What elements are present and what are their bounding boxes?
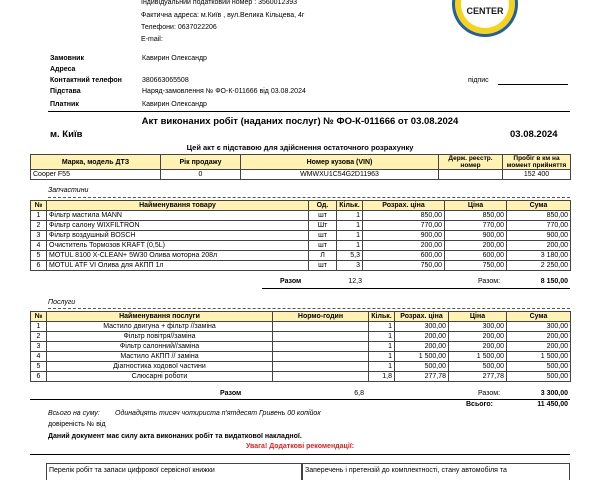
- payer-value: Кавирин Олександр: [142, 101, 207, 108]
- logo-text: CENTER: [466, 6, 504, 16]
- vehicle-table: [30, 154, 571, 180]
- cell: 600,00: [363, 251, 445, 261]
- services-header: №: [31, 312, 47, 322]
- phone-value: 380663065508: [142, 77, 189, 84]
- cell: шт: [309, 241, 337, 251]
- vehicle-model: Cooper F55: [31, 170, 161, 180]
- claims-box: [302, 463, 570, 480]
- cell: 4: [31, 352, 47, 362]
- cell: [273, 322, 369, 332]
- cell: 277,78: [395, 372, 449, 382]
- claims-text: Заперечень і претензій до комплектності, стану автомобіля та: [305, 467, 507, 474]
- cell: [273, 352, 369, 362]
- cell: Фільтр салону WIXFILTRON: [47, 221, 309, 231]
- cell: 200,00: [449, 342, 507, 352]
- phone-label: Контактний телефон: [50, 77, 122, 84]
- cell: 4: [31, 241, 47, 251]
- cell: 850,00: [507, 211, 571, 221]
- amount-label: Всього на суму:: [48, 410, 100, 417]
- services-total-sum: 3 300,00: [540, 390, 568, 397]
- power-of-attorney: довіреність № від: [48, 421, 106, 428]
- cell: Діагностика ходової частини: [47, 362, 273, 372]
- table-row: [31, 372, 571, 382]
- vehicle-header: Держ. реєстр. номер: [439, 155, 503, 170]
- vehicle-header: Пробіг в км на момент прийняття: [503, 155, 571, 170]
- table-row: [31, 251, 571, 261]
- vehicle-header: Рік продажу: [161, 155, 241, 170]
- company-logo: [448, 0, 522, 40]
- cell: 1,8: [369, 372, 395, 382]
- parts-header: Од.: [309, 201, 337, 211]
- cell: 2: [31, 221, 47, 231]
- parts-header: Сума: [507, 201, 571, 211]
- services-header: Сума: [507, 312, 571, 322]
- services-header: Нормо-годин: [273, 312, 369, 322]
- parts-header: №: [31, 201, 47, 211]
- cell: 2 250,00: [507, 261, 571, 271]
- vehicle-year: 0: [161, 170, 241, 180]
- table-row: [31, 322, 571, 332]
- parts-header: Найменування товару: [47, 201, 309, 211]
- parts-table: [30, 200, 571, 271]
- services-total-label: Разом: [220, 390, 242, 397]
- parts-header: Кільк.: [337, 201, 363, 211]
- parts-header: Розрах. ціна: [363, 201, 445, 211]
- services-header: Ціна: [449, 312, 507, 322]
- cell: 1 500,00: [449, 352, 507, 362]
- cell: 200,00: [445, 241, 507, 251]
- cell: 6: [31, 261, 47, 271]
- cell: 1: [337, 241, 363, 251]
- cell: 5: [31, 362, 47, 372]
- cell: [273, 372, 369, 382]
- payer-label: Платник: [50, 101, 79, 108]
- cell: Очиститель Тормозов KRAFT (0,5L): [47, 241, 309, 251]
- city: м. Київ: [50, 129, 83, 140]
- header-phone: Телефони: 0637022206: [141, 24, 217, 31]
- cell: Шт: [309, 221, 337, 231]
- table-row: [31, 332, 571, 342]
- cell: 200,00: [395, 332, 449, 342]
- services-divider: [48, 308, 570, 309]
- amount-words: Одинадцять тисяч чотириста п'ятдесят Гривень 00 копійок: [115, 410, 321, 417]
- cell: 900,00: [445, 231, 507, 241]
- cell: MOTUL 8100 X-CLEAN+ 5W30 Олива моторна 208л: [47, 251, 309, 261]
- cell: 770,00: [363, 221, 445, 231]
- cell: 300,00: [395, 322, 449, 332]
- cell: 1: [337, 221, 363, 231]
- document-subtitle: Цей акт є підставою для здійснення остаточного розрахунку: [186, 143, 414, 152]
- cell: Фільтр повітря//заміна: [47, 332, 273, 342]
- vehicle-header: Марка, модель ДТЗ: [31, 155, 161, 170]
- table-row: [31, 231, 571, 241]
- cell: Мастило АКПП // заміна: [47, 352, 273, 362]
- services-total-hours: 6,8: [354, 390, 364, 397]
- cell: 500,00: [449, 362, 507, 372]
- parts-total-label2: Разом:: [478, 278, 501, 285]
- basis-value: Наряд-замовлення № ФО-К-011666 від 03.08.2024: [142, 88, 306, 95]
- cell: 900,00: [363, 231, 445, 241]
- cell: 200,00: [507, 342, 571, 352]
- cell: 1: [337, 211, 363, 221]
- services-header: Найменування послуги: [47, 312, 273, 322]
- cell: Мастило двигуна + фільтр //заміна: [47, 322, 273, 332]
- cell: 1: [31, 322, 47, 332]
- address-label: Адреса: [50, 66, 76, 73]
- cell: 750,00: [445, 261, 507, 271]
- grand-total: 11 450,00: [537, 401, 568, 408]
- grand-total-label: Всього:: [466, 401, 493, 408]
- cell: Фільтр воздушный BOSCH: [47, 231, 309, 241]
- basis-label: Підстава: [50, 88, 81, 95]
- cell: 1 500,00: [395, 352, 449, 362]
- parts-total-qty: 12,3: [348, 278, 362, 285]
- document-note: Даний документ має силу акта виконаних робіт та видаткової накладної.: [48, 433, 302, 440]
- cell: 900,00: [507, 231, 571, 241]
- bottom-divider: [30, 454, 570, 455]
- cell: 300,00: [449, 322, 507, 332]
- cell: 850,00: [445, 211, 507, 221]
- parts-total-line: [262, 288, 570, 289]
- services-caption: Послуги: [48, 299, 76, 306]
- cell: 1: [31, 211, 47, 221]
- cell: 6: [31, 372, 47, 382]
- vehicle-vin: WMWXU1C54G2D11963: [241, 170, 439, 180]
- service-book-text: Перелік робіт та запаси цифрової сервісної книжки: [49, 467, 215, 474]
- cell: 600,00: [445, 251, 507, 261]
- cell: 200,00: [449, 332, 507, 342]
- document-date: 03.08.2024: [510, 129, 558, 140]
- cell: MOTUL ATF VI Олива для АКПП 1л: [47, 261, 309, 271]
- cell: 500,00: [507, 372, 571, 382]
- table-row: [31, 261, 571, 271]
- table-row: [31, 170, 571, 180]
- services-header: Розрах. ціна: [395, 312, 449, 322]
- document-title: Акт виконаних робіт (наданих послуг) № ФО-К-011666 от 03.08.2024: [141, 116, 459, 127]
- cell: 3: [337, 261, 363, 271]
- cell: Фільтр мастила MANN: [47, 211, 309, 221]
- parts-header: Ціна: [445, 201, 507, 211]
- cell: Фільтр салонний//заміна: [47, 342, 273, 352]
- signature-line: [498, 84, 568, 85]
- header-ipn: Індивідуальний податковий номер : 3560012393: [141, 0, 298, 6]
- recommendations-warning: Увага! Додаткові рекомендації:: [245, 443, 355, 450]
- cell: 1: [369, 352, 395, 362]
- services-table: [30, 311, 571, 382]
- cell: 300,00: [507, 322, 571, 332]
- cell: 770,00: [445, 221, 507, 231]
- vehicle-reg: [439, 170, 503, 180]
- table-row: [31, 221, 571, 231]
- cell: 1: [369, 322, 395, 332]
- cell: 2: [31, 332, 47, 342]
- services-header: Кільк.: [369, 312, 395, 322]
- cell: 500,00: [507, 362, 571, 372]
- cell: 1: [369, 332, 395, 342]
- cell: 500,00: [395, 362, 449, 372]
- cell: 770,00: [507, 221, 571, 231]
- cell: 277,78: [449, 372, 507, 382]
- parts-total-label: Разом: [280, 278, 302, 285]
- cell: 200,00: [395, 342, 449, 352]
- vehicle-header: Номер кузова (VIN): [241, 155, 439, 170]
- signature-label: підпис: [468, 77, 489, 84]
- cell: 1: [337, 231, 363, 241]
- cell: 3: [31, 342, 47, 352]
- cell: 850,00: [363, 211, 445, 221]
- table-row: [31, 211, 571, 221]
- header-address: Фактична адреса: м.Київ , вул.Велика Кільцева, 4г: [141, 12, 305, 19]
- cell: [273, 342, 369, 352]
- service-book-box: [46, 463, 302, 480]
- parts-divider: [48, 197, 570, 198]
- logo-emblem-icon: [448, 0, 522, 40]
- cell: 5,3: [337, 251, 363, 261]
- cell: 200,00: [363, 241, 445, 251]
- cell: шт: [309, 231, 337, 241]
- cell: 1: [369, 362, 395, 372]
- vehicle-mileage: 152 400: [503, 170, 571, 180]
- customer-value: Кавирин Олександр: [142, 55, 207, 62]
- cell: шт: [309, 211, 337, 221]
- customer-label: Замовник: [50, 55, 84, 62]
- parts-total-sum: 8 150,00: [540, 278, 568, 285]
- table-row: [31, 352, 571, 362]
- cell: 5: [31, 251, 47, 261]
- table-row: [31, 241, 571, 251]
- table-row: [31, 362, 571, 372]
- cell: 1: [369, 342, 395, 352]
- cell: 750,00: [363, 261, 445, 271]
- cell: шт: [309, 261, 337, 271]
- cell: 200,00: [507, 241, 571, 251]
- cell: Л: [309, 251, 337, 261]
- table-row: [31, 342, 571, 352]
- cell: [273, 362, 369, 372]
- cell: [273, 332, 369, 342]
- services-total-label2: Разом:: [478, 390, 501, 397]
- parts-caption: Запчастини: [48, 187, 89, 194]
- cell: 200,00: [507, 332, 571, 342]
- divider: [48, 111, 570, 112]
- cell: 3: [31, 231, 47, 241]
- cell: 3 180,00: [507, 251, 571, 261]
- cell: Слюсарні роботи: [47, 372, 273, 382]
- header-email: E-mail:: [141, 36, 163, 43]
- cell: 1 500,00: [507, 352, 571, 362]
